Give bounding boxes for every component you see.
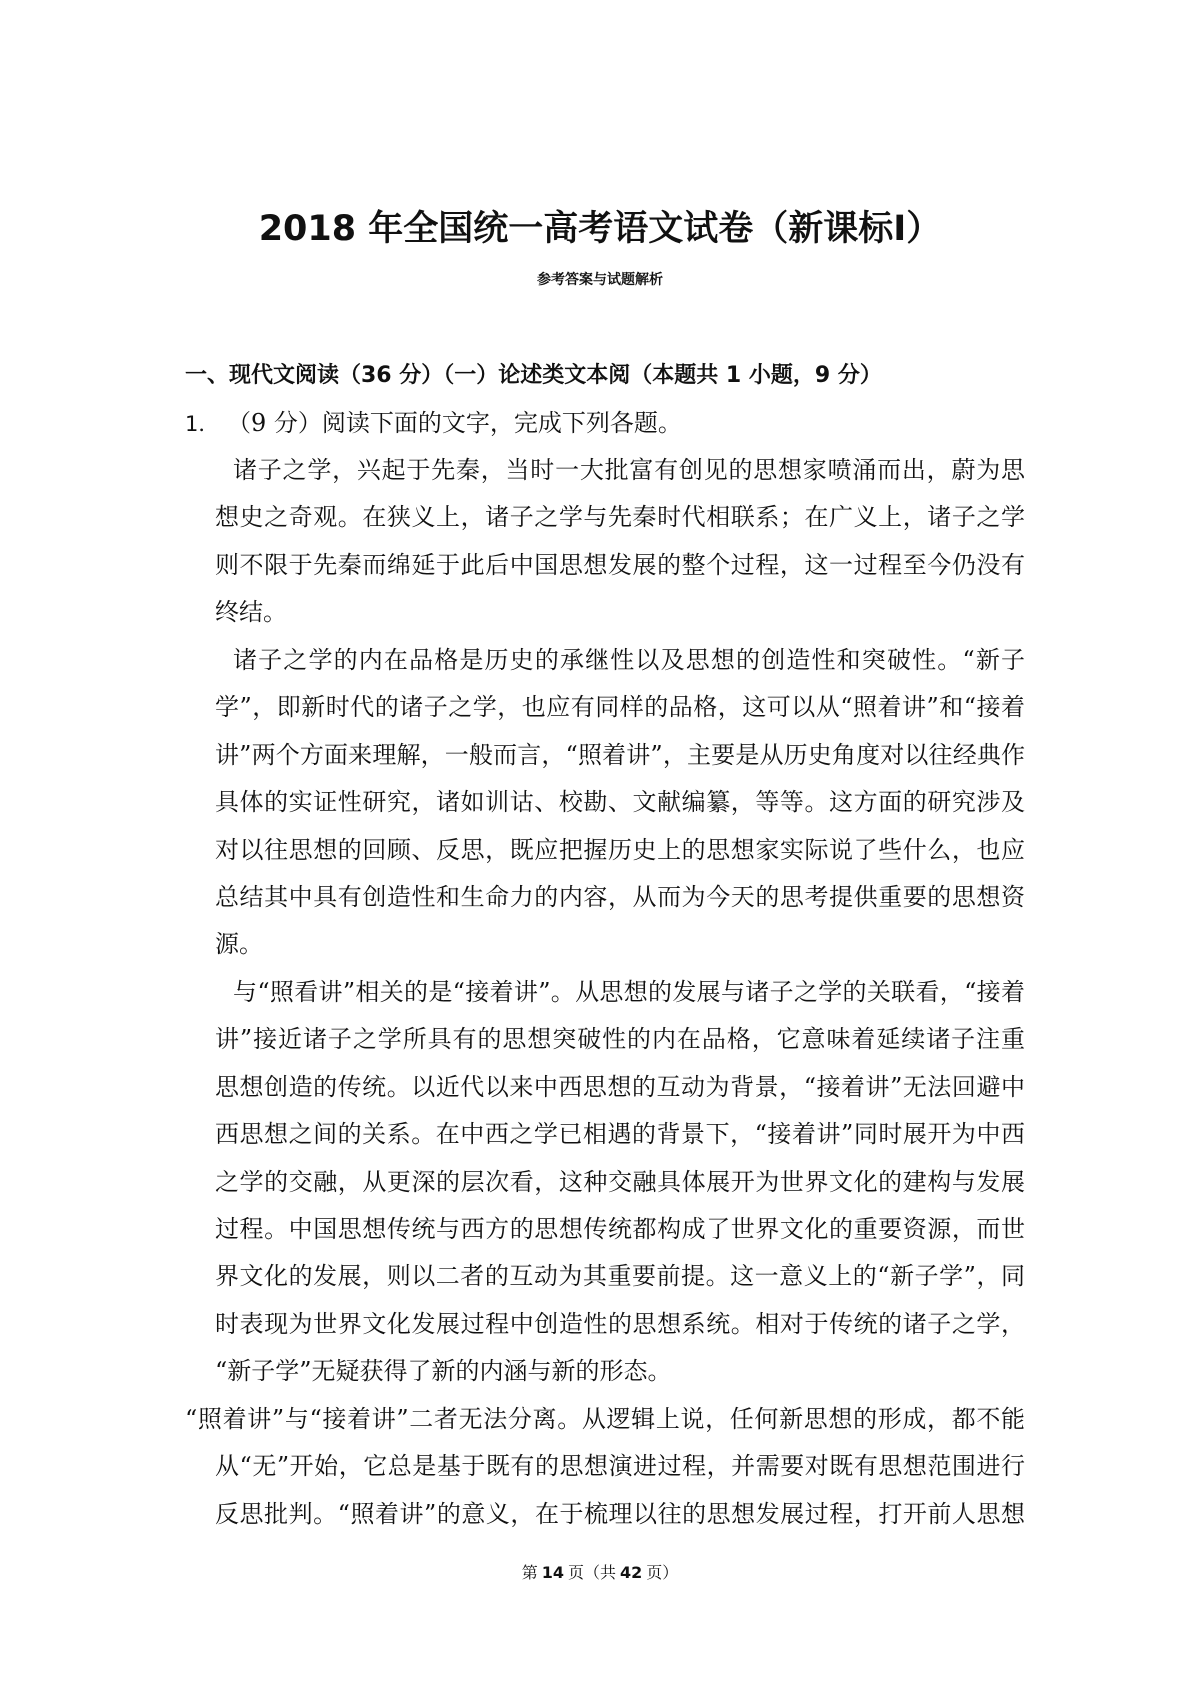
total-page-count: 42 bbox=[620, 1563, 643, 1582]
passage-line: 终结。 bbox=[215, 598, 287, 627]
passage-line: 过程。中国思想传统与西方的思想传统都构成了世界文化的重要资源，而世 bbox=[215, 1215, 1025, 1243]
question-prompt: （9 分）阅读下面的文字，完成下列各题。 bbox=[227, 409, 682, 437]
passage-line: 之学的交融，从更深的层次看，这种交融具体展开为世界文化的建构与发展 bbox=[215, 1167, 1025, 1196]
passage-paragraph bbox=[215, 447, 1025, 637]
footer-middle: 页（共 bbox=[567, 1563, 616, 1582]
passage-line: 源。 bbox=[215, 930, 263, 959]
passage-line: 与“照看讲”相关的是“接着讲”。从思想的发展与诸子之学的关联看，“接着 bbox=[233, 977, 1025, 1006]
passage-line: 时表现为世界文化发展过程中创造性的思想系统。相对于传统的诸子之学， bbox=[215, 1309, 1025, 1338]
passage-line: 对以往思想的回顾、反思，既应把握历史上的思想家实际说了些什么，也应 bbox=[215, 835, 1025, 864]
passage-line: 讲”接近诸子之学所具有的思想突破性的内在品格，它意味着延续诸子注重 bbox=[215, 1025, 1025, 1054]
passage-paragraph bbox=[185, 1396, 1025, 1538]
section-heading: 一、现代文阅读（36 分）（一）论述类文本阅（本题共 1 小题，9 分） bbox=[185, 363, 882, 388]
passage-line: 西思想之间的关系。在中西之学已相遇的背景下，“接着讲”同时展开为中西 bbox=[215, 1120, 1025, 1149]
page-title: 2018 年全国统一高考语文试卷（新课标Ⅰ） bbox=[258, 209, 942, 249]
current-page-number: 14 bbox=[541, 1563, 564, 1582]
page-subtitle: 参考答案与试题解析 bbox=[537, 272, 663, 288]
passage-paragraph bbox=[215, 637, 1025, 969]
passage-line: 界文化的发展，则以二者的互动为其重要前提。这一意义上的“新子学”，同 bbox=[215, 1262, 1025, 1291]
passage-paragraph bbox=[215, 969, 1025, 1396]
question-number: 1． bbox=[185, 412, 220, 436]
passage-line: “新子学”无疑获得了新的内涵与新的形态。 bbox=[215, 1357, 672, 1386]
passage-line: “照着讲”与“接着讲”二者无法分离。从逻辑上说，任何新思想的形成，都不能 bbox=[185, 1404, 1025, 1433]
passage-line: 讲”两个方面来理解，一般而言，“照着讲”，主要是从历史角度对以往经典作 bbox=[215, 740, 1025, 769]
reading-passage bbox=[185, 447, 1025, 1538]
passage-line: 诸子之学的内在品格是历史的承继性以及思想的创造性和突破性。“新子 bbox=[233, 645, 1025, 674]
footer-suffix: 页） bbox=[646, 1563, 679, 1582]
page-footer bbox=[0, 1561, 1200, 1585]
passage-line: 总结其中具有创造性和生命力的内容，从而为今天的思考提供重要的思想资 bbox=[215, 882, 1025, 911]
passage-line: 诸子之学，兴起于先秦，当时一大批富有创见的思想家喷涌而出，蔚为思 bbox=[233, 456, 1025, 484]
passage-line: 思想创造的传统。以近代以来中西思想的互动为背景，“接着讲”无法回避中 bbox=[215, 1072, 1025, 1101]
passage-line: 想史之奇观。在狭义上，诸子之学与先秦时代相联系；在广义上，诸子之学 bbox=[215, 503, 1025, 532]
question-stem bbox=[185, 405, 1025, 442]
passage-line: 学”，即新时代的诸子之学，也应有同样的品格，这可以从“照着讲”和“接着 bbox=[215, 693, 1025, 722]
passage-line: 具体的实证性研究，诸如训诂、校勘、文献编纂，等等。这方面的研究涉及 bbox=[215, 788, 1025, 817]
footer-prefix: 第 bbox=[521, 1563, 538, 1582]
passage-line: 反思批判。“照着讲”的意义，在于梳理以往的思想发展过程，打开前人思想 bbox=[215, 1499, 1025, 1528]
passage-line: 则不限于先秦而绵延于此后中国思想发展的整个过程，这一过程至今仍没有 bbox=[215, 550, 1025, 579]
passage-line: 从“无”开始，它总是基于既有的思想演进过程，并需要对既有思想范围进行 bbox=[215, 1452, 1025, 1481]
